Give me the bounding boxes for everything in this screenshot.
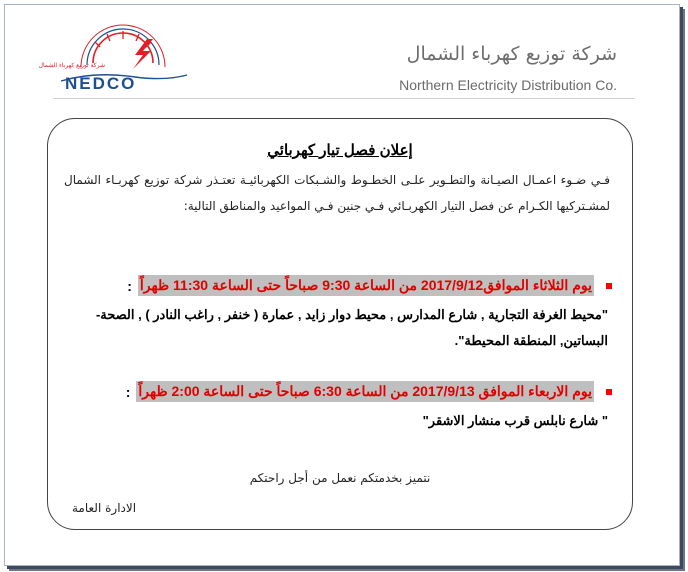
header-divider — [53, 98, 635, 99]
schedule-item — [66, 381, 612, 434]
schedule-colon: : — [125, 383, 131, 400]
schedule-colon: : — [127, 277, 132, 294]
nedco-logo — [38, 25, 190, 93]
logo-subtext: شركة توزيع كهرباء الشمال — [38, 62, 105, 69]
bullet-icon — [606, 389, 612, 395]
schedule-areas: "محيط الغرفة التجارية , شارع المدارس , محيط دوار زايد , عمارة ( خنفر , راغب النادر ) , الصحة- البساتين, المنطقة المحيطة". — [95, 307, 608, 348]
company-name-english: Northern Electricity Distribution Co. — [399, 77, 617, 93]
closing-line: نتميز بخدمتكم نعمل من أجل راحتكم — [249, 471, 431, 485]
signature: الادارة العامة — [72, 501, 137, 515]
document-page — [4, 4, 680, 566]
notice-intro: فـي ضـوء اعمـال الصيـانة والتطـوير علـى الخطـوط والشـبكات الكهربائيـة تعتـذر شركة توزيع كهربـاء الشمال لمشـتركيها الكـرام عن فصل التيار الكهربـائي فـي جنين فـي المواعيد والمناطق التالية: — [64, 173, 610, 213]
schedule-item — [66, 275, 612, 354]
bullet-icon — [606, 283, 612, 289]
company-name-arabic: شركة توزيع كهرباء الشمال — [406, 43, 617, 65]
notice-box — [47, 118, 633, 530]
notice-title: إعلان فصل تيار كهربائي — [267, 142, 413, 159]
schedule-time: يوم الاربعاء الموافق 2017/9/13 من الساعة 6:30 صباحاً حتى الساعة 2:00 ظهراً — [136, 381, 594, 402]
schedule-areas: " شارع نابلس قرب منشار الاشقر" — [422, 413, 608, 428]
schedule-time: يوم الثلاثاء الموافق2017/9/12 من الساعة 9:30 صباحاً حتى الساعة 11:30 ظهراً — [138, 275, 594, 296]
logo-text: NEDCO — [65, 74, 137, 93]
